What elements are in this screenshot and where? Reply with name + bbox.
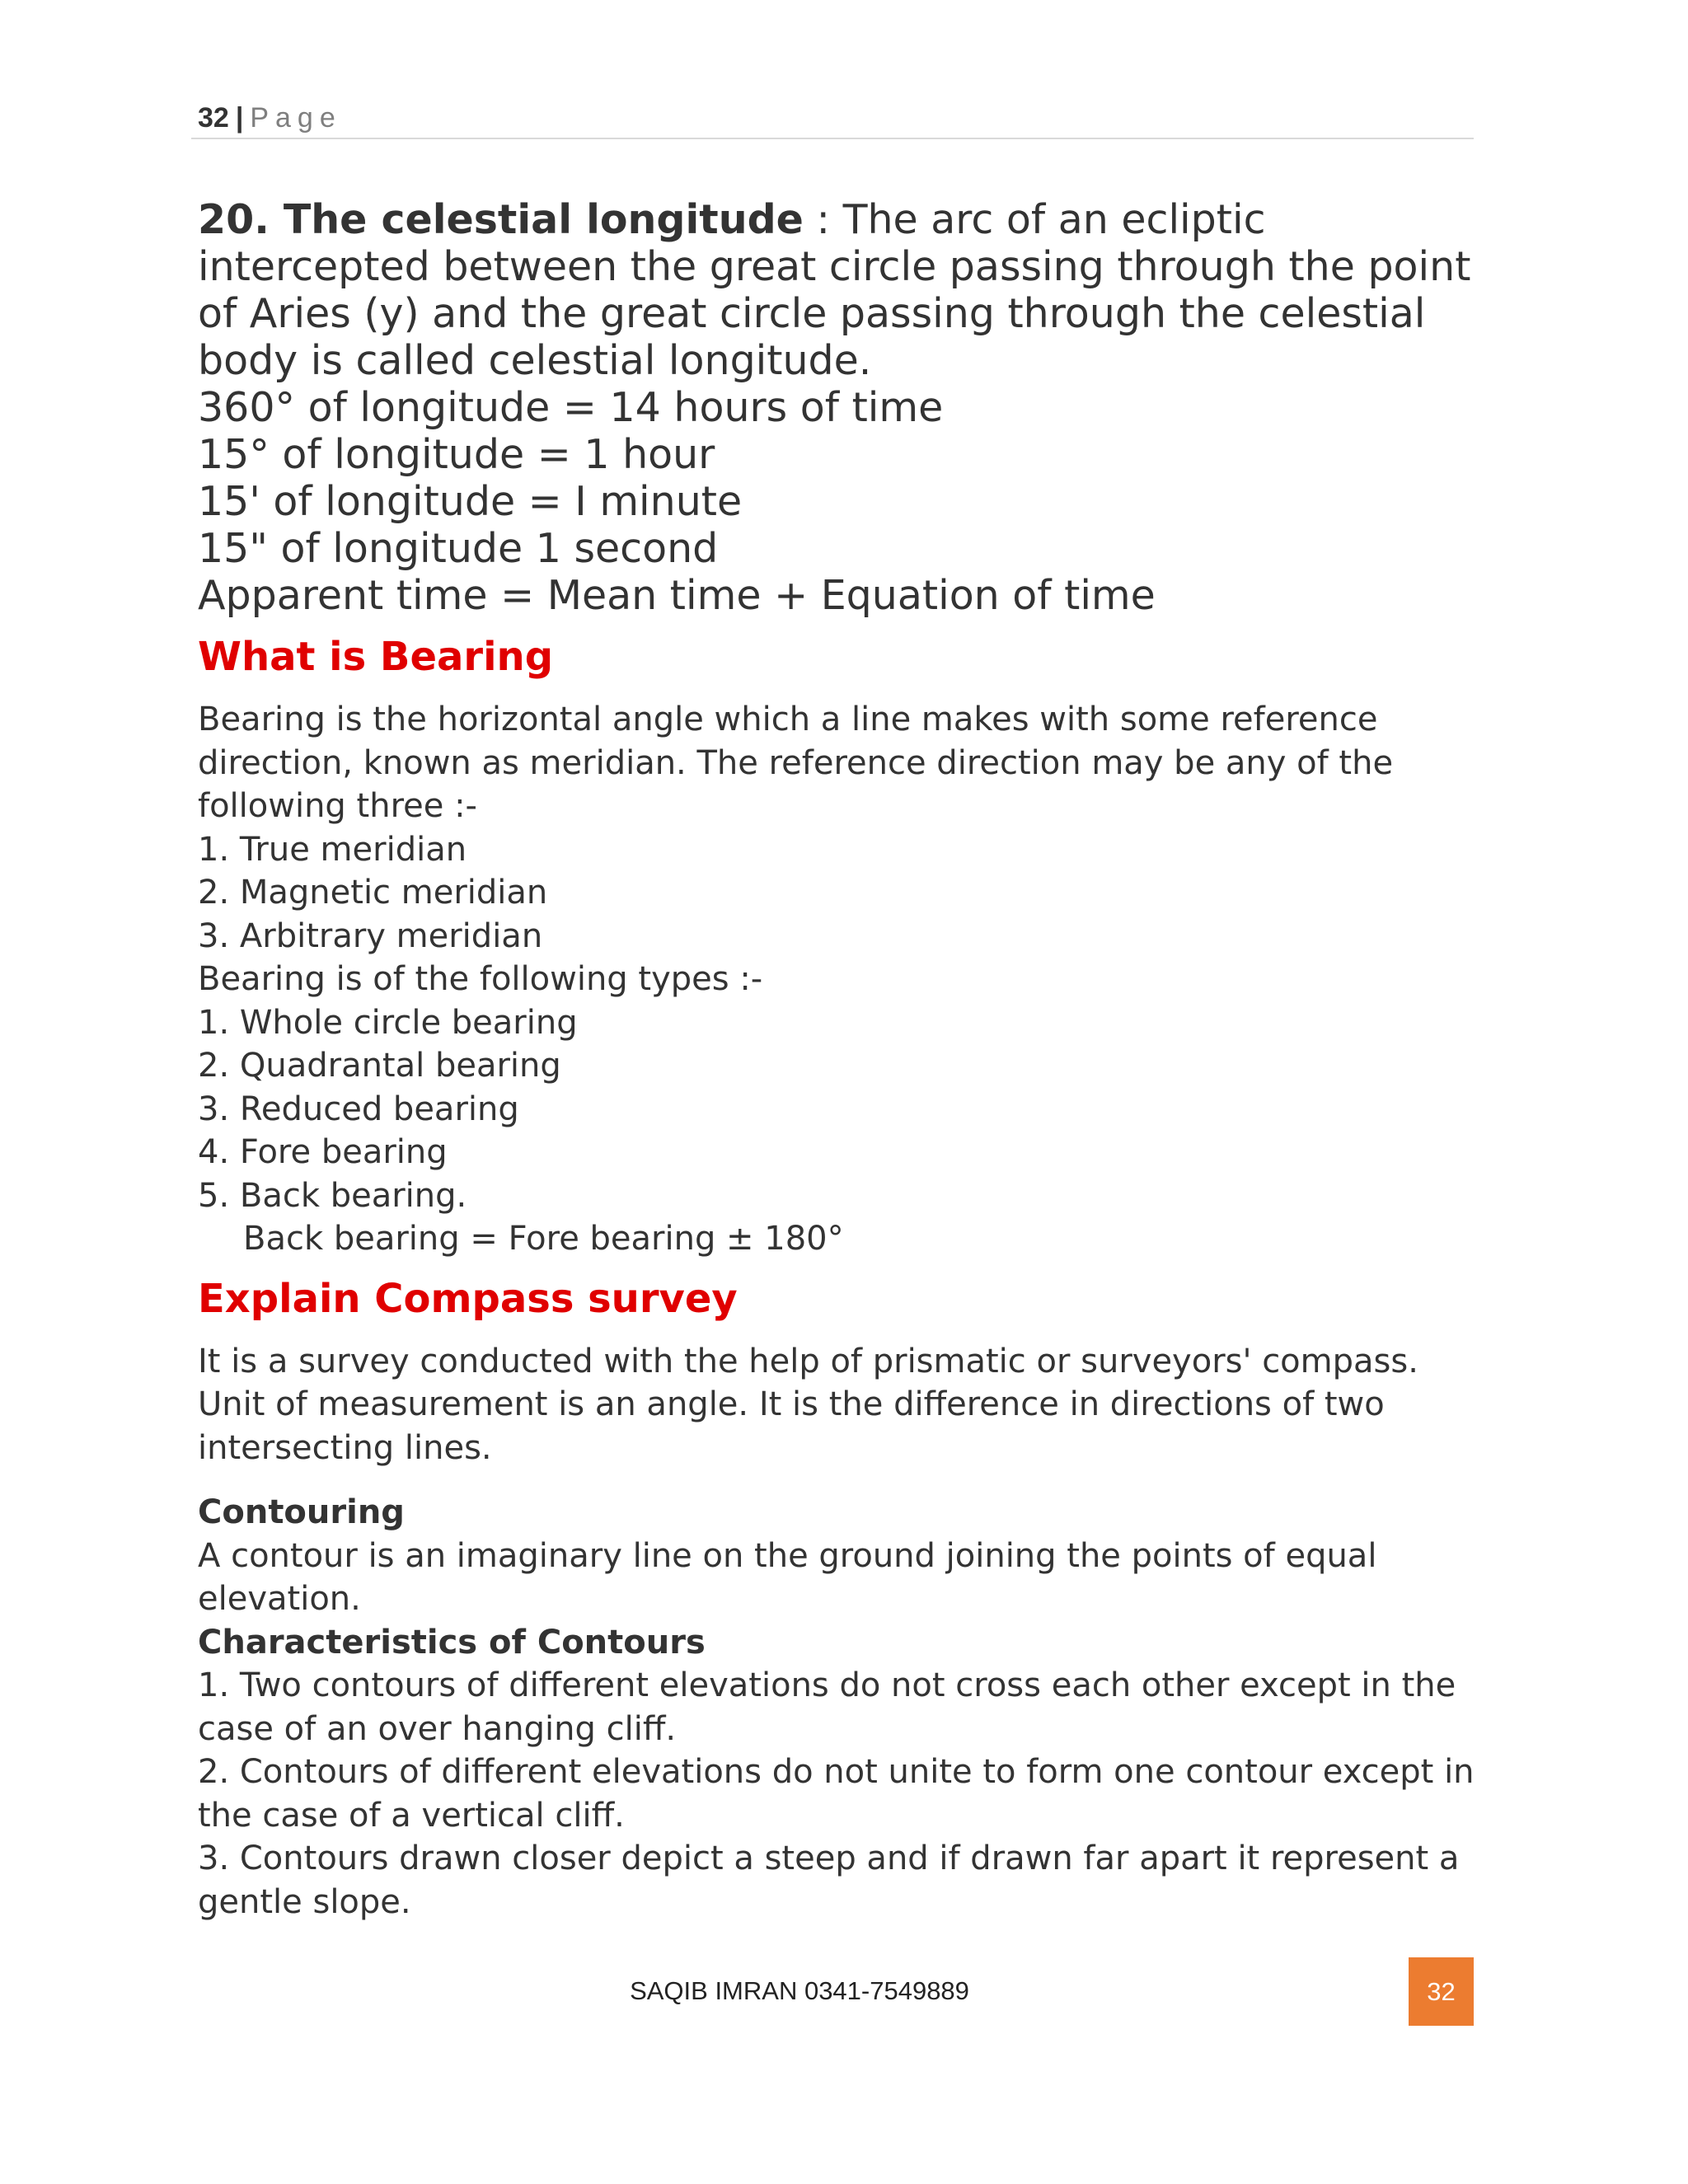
conversion-line: 15° of longitude = 1 hour — [198, 431, 715, 478]
header-page-label: Page — [250, 102, 342, 134]
meridian-item: 3. Arbitrary meridian — [198, 916, 543, 955]
longitude-conversions — [198, 384, 1484, 619]
header-divider — [191, 138, 1474, 139]
contouring-section — [198, 1491, 1484, 1924]
page-header — [198, 97, 342, 138]
bearing-type-item: 4. Fore bearing — [198, 1133, 448, 1171]
contour-characteristic-item: 1. Two contours of different elevations do not cross each other except in the case of an over hanging cliff. — [198, 1666, 1456, 1748]
bearing-type-item: 3. Reduced bearing — [198, 1090, 519, 1128]
celestial-longitude-paragraph — [198, 196, 1484, 384]
conversion-line: Apparent time = Mean time + Equation of time — [198, 572, 1156, 619]
contour-characteristic-item: 3. Contours drawn closer depict a steep and if drawn far apart it represent a gentle slope. — [198, 1840, 1460, 1921]
celestial-longitude-definition: : The arc of an ecliptic intercepted between the great circle passing through the point of Aries (y) and the great circle passing through the celestial body is called celestial longitude. — [198, 196, 1471, 384]
header-separator: | — [235, 102, 244, 134]
bearing-type-item: 5. Back bearing. — [198, 1176, 467, 1215]
header-page-number: 32 — [198, 102, 229, 134]
meridian-item: 2. Magnetic meridian — [198, 874, 548, 912]
bearing-intro: Bearing is the horizontal angle which a line makes with some reference direction, known as meridian. The reference direction may be any of the following three :- — [198, 701, 1394, 825]
bearing-type-item: 1. Whole circle bearing — [198, 1003, 578, 1042]
back-bearing-formula: Back bearing = Fore bearing ± 180° — [243, 1220, 844, 1258]
contour-definition: A contour is an imaginary line on the ground joining the points of equal elevation. — [198, 1536, 1377, 1618]
bearing-types-intro: Bearing is of the following types :- — [198, 960, 763, 998]
bearing-heading: What is Bearing — [198, 634, 554, 680]
compass-survey-section — [198, 1340, 1484, 1470]
compass-survey-heading: Explain Compass survey — [198, 1275, 738, 1322]
contouring-title: Contouring — [198, 1493, 405, 1531]
conversion-line: 15" of longitude 1 second — [198, 525, 719, 572]
meridian-item: 1. True meridian — [198, 830, 467, 869]
bearing-type-item: 2. Quadrantal bearing — [198, 1047, 561, 1085]
bearing-section — [198, 698, 1484, 1261]
contour-characteristics-title: Characteristics of Contours — [198, 1623, 706, 1661]
celestial-longitude-title: 20. The celestial longitude — [198, 196, 804, 243]
footer-author: SAQIB IMRAN 0341-7549889 — [630, 1976, 969, 2005]
compass-survey-text: It is a survey conducted with the help of prismatic or surveyors' compass. Unit of measurement is an angle. It is the difference in directions of two intersecting lines. — [198, 1342, 1418, 1467]
contour-characteristic-item: 2. Contours of different elevations do not unite to form one contour except in the case of a vertical cliff. — [198, 1753, 1475, 1835]
conversion-line: 15' of longitude = I minute — [198, 478, 743, 525]
conversion-line: 360° of longitude = 14 hours of time — [198, 384, 944, 431]
footer-page-number-box: 32 — [1409, 1957, 1474, 2026]
page-content — [198, 196, 1484, 1924]
